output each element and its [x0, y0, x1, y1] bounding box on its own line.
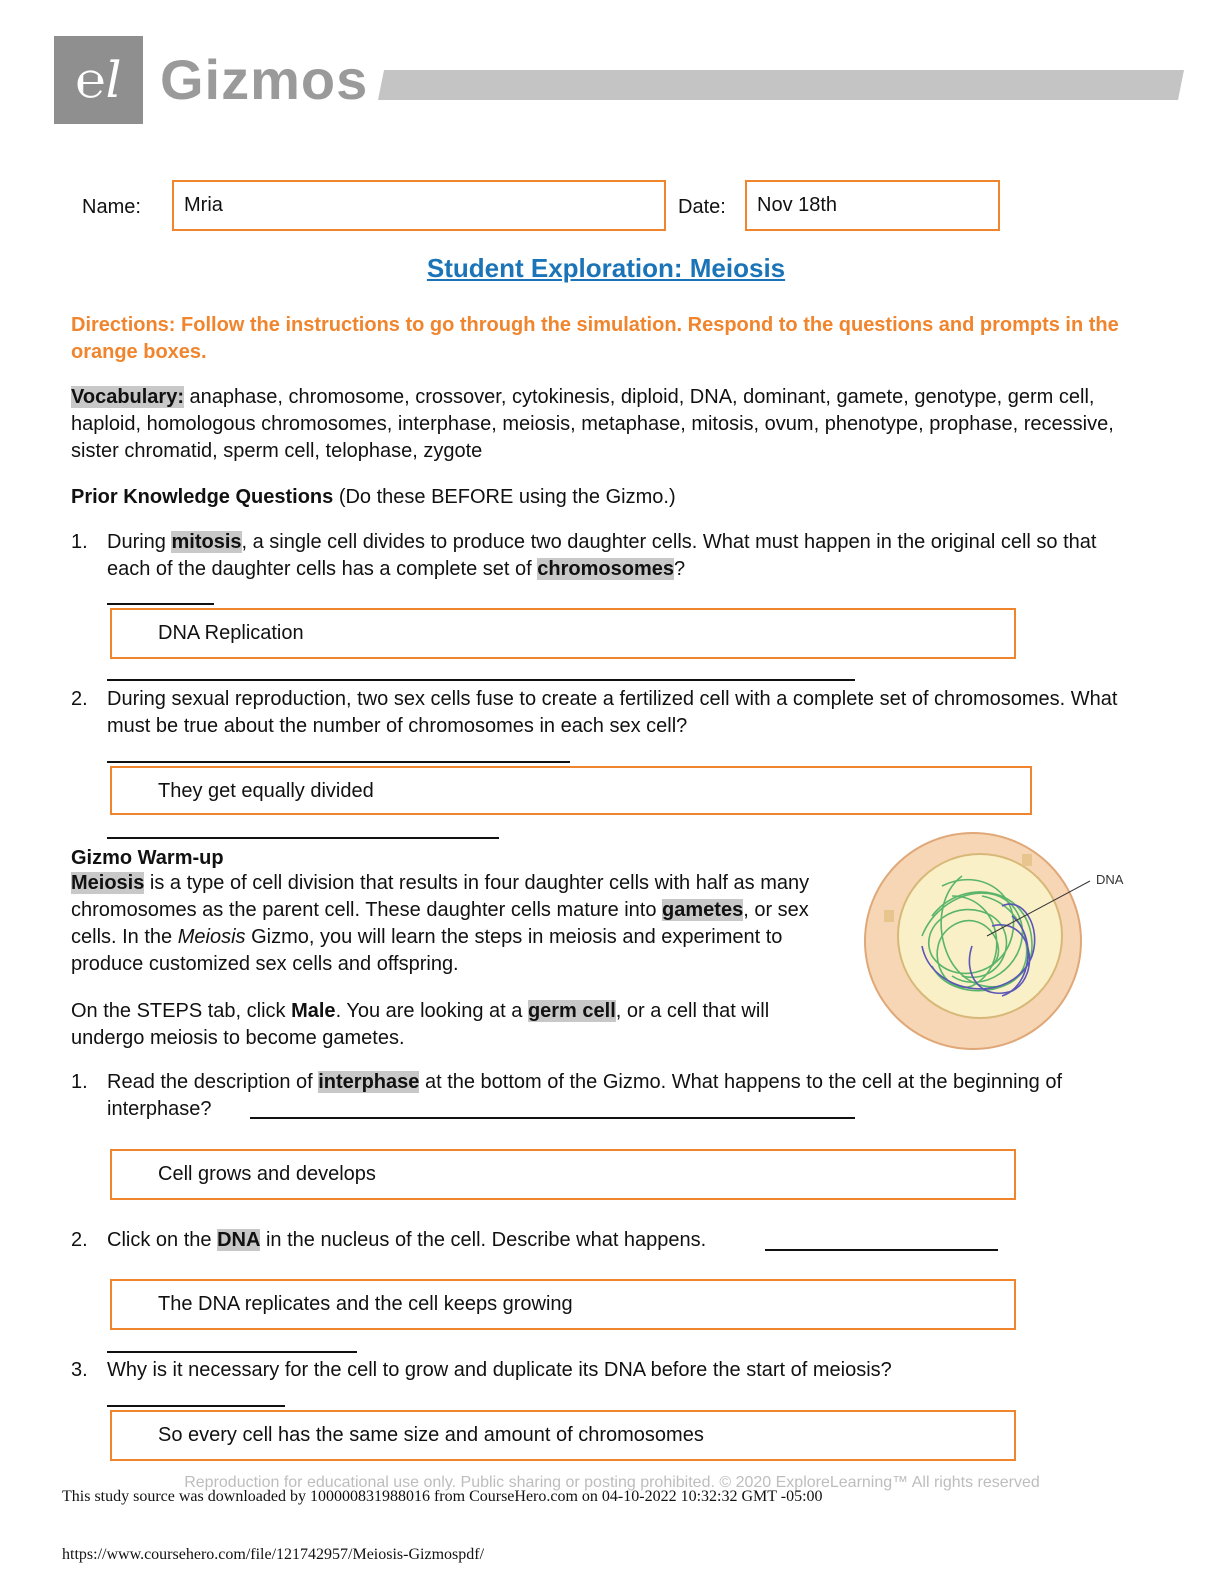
question-text: at the bottom of the Gizmo. What happens to the cell at the beginning of interphase? [107, 1071, 1063, 1120]
answer-line [250, 1117, 855, 1119]
term-mitosis: mitosis [171, 531, 242, 553]
brand-name: Gizmos [160, 48, 369, 111]
term-interphase: interphase [318, 1071, 420, 1093]
question-text: , a single cell divides to produce two daughter cells. What must happen in the original cell so that each of the daughter cells has a complete set of [107, 531, 1097, 580]
warmup-paragraph-2 [71, 998, 771, 1052]
prior-question-2 [71, 686, 1131, 740]
prior-knowledge-heading: Prior Knowledge Questions [71, 486, 334, 508]
answer-box-warmup-2[interactable]: The DNA replicates and the cell keeps growing [110, 1279, 1016, 1330]
paragraph-text: . You are looking at a [335, 1000, 528, 1022]
answer-line [107, 1405, 285, 1407]
term-meiosis: Meiosis [71, 872, 145, 894]
answer-line [765, 1249, 998, 1251]
answer-line [107, 761, 570, 763]
name-field[interactable]: Mria [172, 180, 666, 231]
warmup-heading: Gizmo Warm-up [71, 847, 224, 869]
question-text: Why is it necessary for the cell to grow and duplicate its DNA before the start of meiosis? [107, 1359, 892, 1381]
question-text: During sexual reproduction, two sex cells fuse to create a fertilized cell with a complete set of chromosomes. What must be true about the number of chromosomes in each sex cell? [107, 688, 1118, 737]
answer-box-prior-1[interactable]: DNA Replication [110, 608, 1016, 659]
answer-line [107, 679, 855, 681]
prior-question-1 [71, 529, 1131, 583]
male-button-ref: Male [291, 1000, 336, 1022]
term-chromosomes: chromosomes [537, 558, 674, 580]
question-number: 1. [71, 531, 88, 553]
page-title: Student Exploration: Meiosis [426, 253, 786, 283]
prior-knowledge-note: (Do these BEFORE using the Gizmo.) [333, 486, 676, 508]
download-notice: This study source was downloaded by 100000831988016 from CourseHero.com on 04-10-2022 10:32:32 GMT -05:00 [62, 1488, 823, 1505]
dna-label: DNA [1096, 872, 1124, 887]
term-dna: DNA [217, 1229, 261, 1251]
answer-line [107, 603, 214, 605]
question-text: During [107, 531, 172, 553]
warmup-paragraph-1 [71, 870, 811, 978]
term-gametes: gametes [662, 899, 744, 921]
question-text: in the nucleus of the cell. Describe what happens. [260, 1229, 707, 1251]
germ-cell-illustration [862, 826, 1132, 1056]
paragraph-text: is a type of cell division that results in four daughter cells with half as many chromosomes as the parent cell. These daughter cells mature into [71, 872, 810, 921]
paragraph-text: , or a cell that will undergo meiosis to become gametes. [71, 1000, 770, 1049]
warmup-question-3 [71, 1357, 1151, 1384]
term-germ-cell: germ cell [527, 1000, 616, 1022]
question-number: 2. [71, 688, 88, 710]
question-number: 1. [71, 1071, 88, 1093]
header-bar [378, 70, 1184, 100]
paragraph-text: , or sex cells. In the [71, 899, 809, 948]
name-label: Name: [82, 196, 141, 218]
date-field[interactable]: Nov 18th [745, 180, 1000, 231]
directions-text: Directions: Follow the instructions to go through the simulation. Respond to the questions and prompts in the orange boxes. [71, 314, 1119, 363]
answer-line [107, 1351, 357, 1353]
copyright-notice: Reproduction for educational use only. Public sharing or posting prohibited. © 2020 ExploreLearning™ All rights reserved [184, 1474, 1040, 1491]
answer-line [107, 837, 499, 839]
date-label: Date: [678, 196, 726, 218]
question-text: Click on the [107, 1229, 218, 1251]
prior-knowledge-heading-line [71, 484, 1151, 511]
question-text: ? [673, 558, 686, 580]
paragraph-text: On the STEPS tab, click [71, 1000, 292, 1022]
answer-box-prior-2[interactable]: They get equally divided [110, 766, 1032, 815]
paragraph-text: Gizmo, you will learn the steps in meiosis and experiment to produce customized sex cells and offspring. [71, 926, 783, 975]
question-number: 2. [71, 1229, 88, 1251]
answer-box-warmup-1[interactable]: Cell grows and develops [110, 1149, 1016, 1200]
vocabulary-paragraph [71, 384, 1151, 465]
explorelearning-logo-icon: ℮l [75, 51, 122, 109]
source-url-link[interactable]: https://www.coursehero.com/file/121742957/Meiosis-Gizmospdf/ [62, 1546, 485, 1563]
question-number: 3. [71, 1359, 88, 1381]
question-text: Read the description of [107, 1071, 319, 1093]
vocabulary-list: anaphase, chromosome, crossover, cytokinesis, diploid, DNA, dominant, gamete, genotype, germ cell, haploid, homologous chromosomes, interphase, meiosis, metaphase, mitosis, ovum, phenotype, prophase, recessive, sister chromatid, sperm cell, telophase, zygote [71, 386, 1114, 462]
vocabulary-label: Vocabulary: [71, 386, 184, 408]
answer-box-warmup-3[interactable]: So every cell has the same size and amount of chromosomes [110, 1410, 1016, 1461]
warmup-question-1 [71, 1069, 1151, 1123]
gizmo-name: Meiosis [177, 926, 246, 948]
